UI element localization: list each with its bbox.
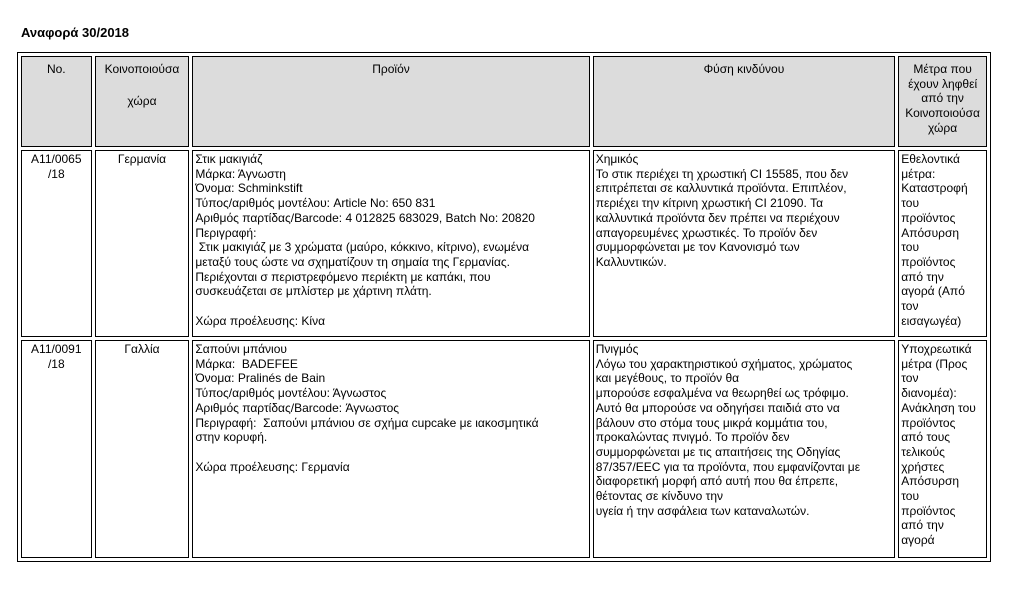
hazard-line: Καλλυντικών. bbox=[595, 254, 667, 269]
cell-product bbox=[192, 150, 589, 337]
measures-line: Υποχρεωτικά bbox=[901, 342, 972, 356]
cell-country: Γερμανία bbox=[95, 150, 190, 337]
measures-line: τελικούς bbox=[901, 444, 945, 459]
measures-line: προϊόντος bbox=[901, 415, 956, 430]
measures-line: Απόσυρση bbox=[901, 225, 960, 240]
header-no: No. bbox=[21, 56, 92, 147]
measures-line: του bbox=[901, 240, 920, 255]
product-line: Όνομα: Pralinés de Bain bbox=[195, 371, 326, 386]
cell-no bbox=[21, 340, 92, 558]
measures-line: Απόσυρση bbox=[901, 474, 960, 489]
cell-hazard bbox=[593, 340, 896, 558]
product-line: Τύπος/αριθμός μοντέλου: Article No: 650 831 bbox=[195, 196, 436, 211]
no-line: A11/0065 bbox=[31, 152, 82, 166]
measures-line: διανομέα): bbox=[901, 386, 957, 401]
cell-measures bbox=[898, 150, 987, 337]
hazard-line: απαγορευμένες χρωστικές. Το προϊόν δεν bbox=[595, 225, 818, 240]
header-measures-line: χώρα bbox=[928, 120, 958, 135]
product-line: Στικ μακιγιάζ με 3 χρώματα (μαύρο, κόκκινο, κίτρινο), ενωμένα bbox=[195, 240, 530, 255]
header-measures-line: έχουν ληφθεί bbox=[908, 76, 978, 91]
product-line: Όνομα: Schminkstift bbox=[195, 181, 303, 196]
hazard-line: Πνιγμός bbox=[595, 342, 639, 356]
product-line: Στικ μακιγιάζ bbox=[195, 152, 263, 166]
hazard-line: διαφορετική μορφή από αυτή που θα έπρεπε, bbox=[595, 474, 839, 489]
measures-line: αγορά bbox=[901, 533, 935, 548]
hazard-line: Λόγω του χαρακτηριστικού σχήματος, χρώματος bbox=[595, 356, 853, 371]
header-notifying-country bbox=[95, 56, 190, 147]
hazard-line: 87/357/EEC για τα προϊόντα, που εμφανίζονται με bbox=[595, 459, 861, 474]
header-country-line: Κοινοποιούσα bbox=[104, 62, 180, 76]
measures-line: χρήστες bbox=[901, 459, 945, 474]
measures-line: μέτρα: bbox=[901, 166, 936, 181]
notification-table bbox=[17, 52, 991, 562]
product-line bbox=[195, 299, 586, 314]
product-line: μεταξύ τους ώστε να σχηματίζουν τη σημαία της Γερμανίας. bbox=[195, 254, 510, 269]
product-line: Περιγραφή: Σαπούνι μπάνιου σε σχήμα cupcake με ιακοσμητικά bbox=[195, 415, 539, 430]
header-country-line: χώρα bbox=[127, 93, 157, 108]
product-line: στην κορυφή. bbox=[195, 430, 268, 445]
product-line: Μάρκα: BADEFEE bbox=[195, 356, 298, 371]
product-line: Χώρα προέλευσης: Κίνα bbox=[195, 313, 326, 328]
measures-line: από την bbox=[901, 518, 944, 533]
hazard-line: βάλουν στο στόμα τους μικρά κομμάτια του, bbox=[595, 415, 828, 430]
measures-line: του bbox=[901, 489, 920, 504]
no-line: /18 bbox=[47, 356, 65, 371]
hazard-line: καλλυντικά προϊόντα δεν πρέπει να περιέχουν bbox=[595, 210, 840, 225]
measures-line: Εθελοντικά bbox=[901, 152, 960, 166]
measures-line: αγορά (Από bbox=[901, 284, 965, 299]
hazard-line: συμμορφώνεται με τον Κανονισμό των bbox=[595, 240, 800, 255]
product-line: Αριθμός παρτίδας/Barcode: Άγνωστος bbox=[195, 400, 400, 415]
measures-line: τον bbox=[901, 299, 919, 314]
cell-country: Γαλλία bbox=[95, 340, 190, 558]
product-line: συσκευάζεται σε μπλίστερ με χάρτινη πλάτη. bbox=[195, 284, 432, 299]
product-line: Χώρα προέλευσης: Γερμανία bbox=[195, 459, 350, 474]
report-title: Αναφορά 30/2018 bbox=[21, 25, 130, 40]
no-line: A11/0091 bbox=[31, 342, 82, 356]
measures-line: προϊόντος bbox=[901, 210, 956, 225]
measures-line: προϊόντος bbox=[901, 254, 956, 269]
hazard-line: συμμορφώνεται με τις απαιτήσεις της Οδηγίας bbox=[595, 444, 841, 459]
header-measures-line: Μέτρα που bbox=[913, 62, 972, 76]
table-header-row bbox=[21, 56, 987, 147]
product-line: Περιέχονται σ περιστρεφόμενο περιέκτη με καπάκι, που bbox=[195, 269, 491, 284]
cell-product bbox=[192, 340, 589, 558]
header-measures bbox=[898, 56, 987, 147]
hazard-line: μπορούσε εσφαλμένα να θεωρηθεί ως τρόφιμο. bbox=[595, 386, 849, 401]
product-line: Σαπούνι μπάνιου bbox=[195, 342, 287, 356]
product-line: Αριθμός παρτίδας/Barcode: 4 012825 683029, Batch No: 20820 bbox=[195, 210, 535, 225]
measures-line: μέτρα (Προς bbox=[901, 356, 968, 371]
table-row bbox=[21, 150, 987, 337]
measures-line: από την bbox=[901, 269, 944, 284]
measures-line: τον bbox=[901, 371, 919, 386]
measures-line: του bbox=[901, 196, 920, 211]
hazard-line: περιέχει την κίτρινη χρωστική CI 21090. Τα bbox=[595, 196, 824, 211]
hazard-line: θέτοντας σε κίνδυνο την bbox=[595, 489, 723, 504]
measures-line: από τους bbox=[901, 430, 951, 445]
header-measures-line: από την bbox=[921, 91, 964, 106]
measures-line: Καταστροφή bbox=[901, 181, 968, 196]
cell-no bbox=[21, 150, 92, 337]
product-line bbox=[195, 445, 586, 460]
product-line: Τύπος/αριθμός μοντέλου: Άγνωστος bbox=[195, 386, 387, 401]
hazard-line: Αυτό θα μπορούσε να οδηγήσει παιδιά στο να bbox=[595, 400, 840, 415]
no-line: /18 bbox=[47, 166, 65, 181]
header-measures-line: Κοινοποιούσα bbox=[905, 106, 980, 121]
hazard-line: υγεία ή την ασφάλεια των καταναλωτών. bbox=[595, 503, 810, 518]
measures-line: εισαγωγέα) bbox=[901, 313, 962, 328]
measures-line: προϊόντος bbox=[901, 503, 956, 518]
header-hazard-nature: Φύση κινδύνου bbox=[593, 56, 896, 147]
hazard-line: προκαλώντας πνιγμό. Το προϊόν δεν bbox=[595, 430, 790, 445]
cell-measures bbox=[898, 340, 987, 558]
hazard-line: Το στικ περιέχει τη χρωστική CI 15585, που δεν bbox=[595, 166, 849, 181]
header-product: Προϊόν bbox=[192, 56, 589, 147]
cell-hazard bbox=[593, 150, 896, 337]
hazard-line: και μεγέθους, το προϊόν θα bbox=[595, 371, 740, 386]
hazard-line: επιτρέπεται σε καλλυντικά προϊόντα. Επιπλέον, bbox=[595, 181, 847, 196]
product-line: Περιγραφή: bbox=[195, 225, 257, 240]
table-row bbox=[21, 340, 987, 558]
product-line: Μάρκα: Άγνωστη bbox=[195, 166, 286, 181]
hazard-line: Χημικός bbox=[595, 152, 639, 166]
measures-line: Ανάκληση του bbox=[901, 400, 976, 415]
